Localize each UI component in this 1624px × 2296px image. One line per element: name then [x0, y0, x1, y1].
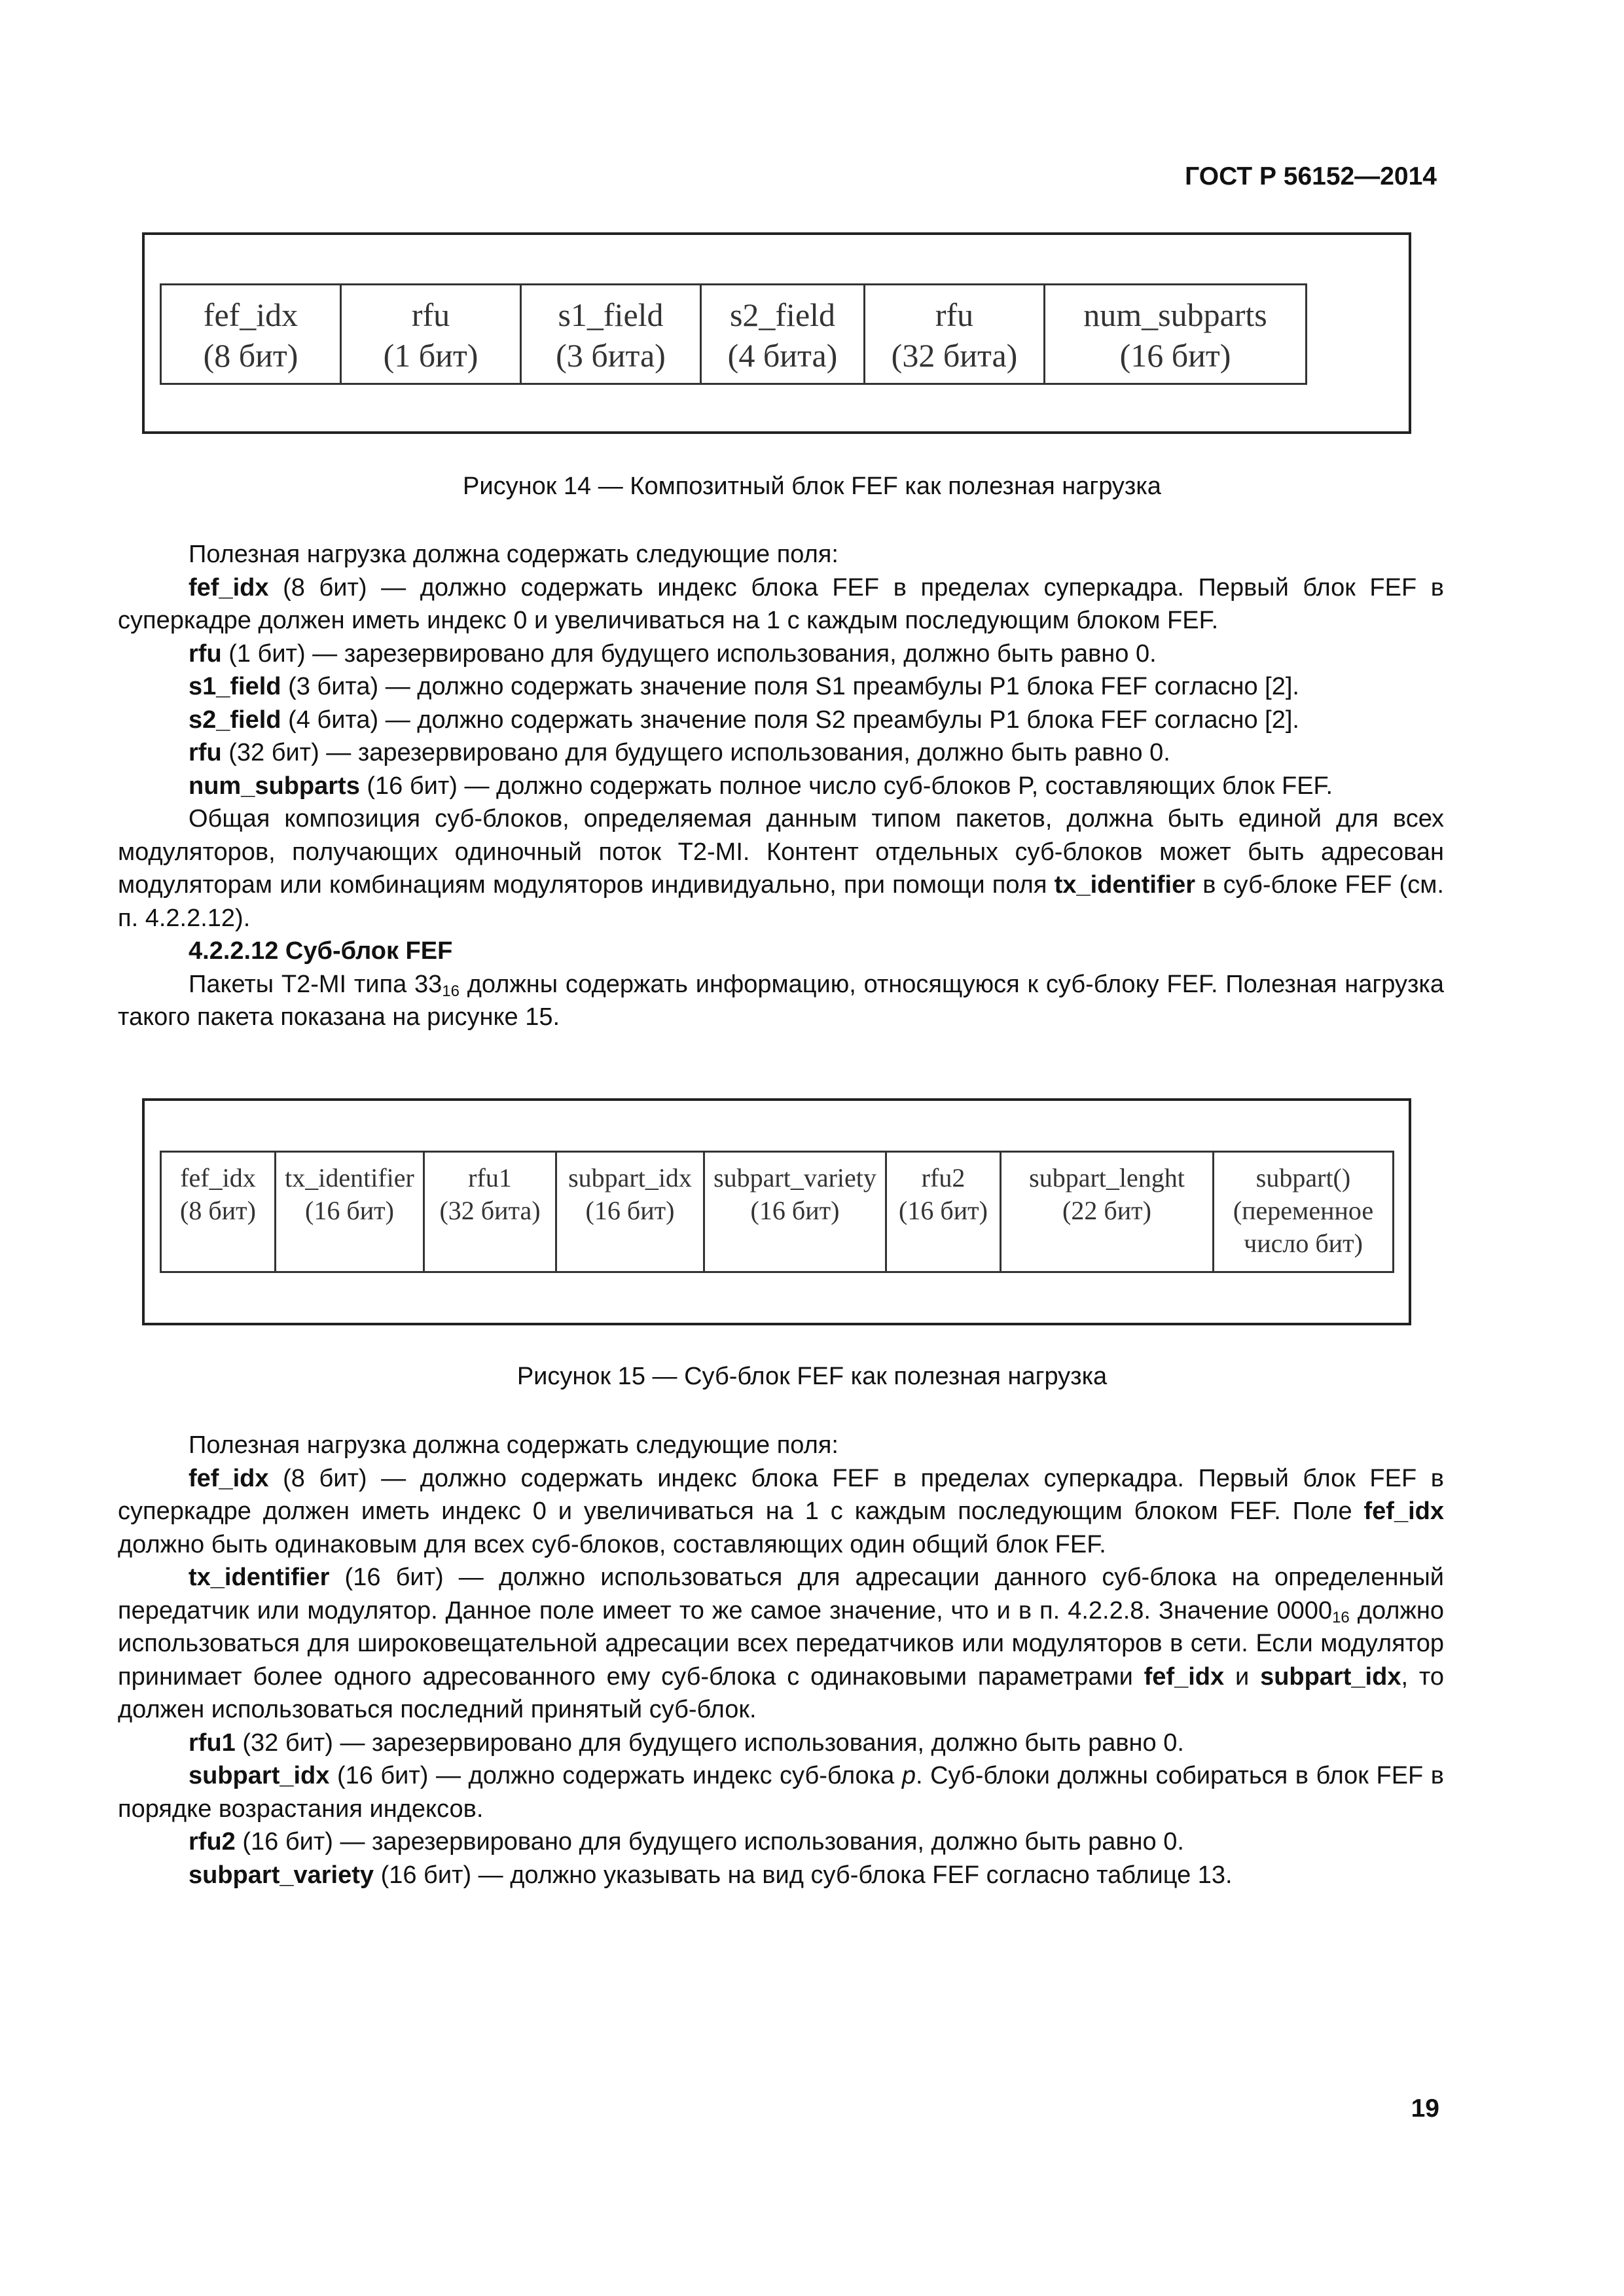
page-number: 19	[1411, 2094, 1439, 2123]
fig14-cell-num-subparts: num_subparts (16 бит)	[1045, 285, 1307, 384]
figure-15-caption: Рисунок 15 — Суб-блок FEF как полезная нагрузка	[516, 1363, 1108, 1390]
packets-paragraph: Пакеты T2-MI типа $33_{16}$ должны содержать информацию, относящуюся к суб-блоку FEF. Полезная нагрузка такого пакета показана на рисунке 15.	[118, 970, 1444, 1031]
fig15-cell-rfu2: rfu2 (16 бит)	[886, 1152, 1001, 1272]
general-composition-paragraph: Общая композиция суб-блоков, определяемая данным типом пакетов, должна быть единой для всех модуляторов, получающих одиночный поток T2-MI. Контент отдельных суб-блоков может быть адресован модуляторам или комбинациям модуляторов индивидуально, при помощи поля tx_identifier в суб-блоке FEF (см. п. 4.2.2.12).	[118, 805, 1444, 932]
fig14-cell-s2-field: s2_field (4 бита)	[701, 285, 865, 384]
fig15-cell-subpart-idx: subpart_idx (16 бит)	[556, 1152, 704, 1272]
field-s1-field: s1_field (3 бита) — должно содержать значение поля S1 преамбулы P1 блока FEF согласно [2].	[189, 673, 1299, 700]
field-tx-identifier: tx_identifier (16 бит) — должно использоваться для адресации данного суб-блока на определенный передатчик или модулятор. Данное поле имеет то же самое значение, что и в п. 4.2.2.8. Значение $0000_{16}$ должно использоваться для широковещательной адресации всех передатчиков или модуляторов в сети. Если модулятор принимает более одного адресованного ему суб-блока с одинаковыми параметрами fef_idx и subpart_idx, то должен использоваться последний принятый суб-блок.	[118, 1564, 1444, 1723]
section-2-intro: Полезная нагрузка должна содержать следующие поля:	[189, 1431, 839, 1459]
field-fef-idx: fef_idx (8 бит) — должно содержать индекс блока FEF в пределах суперкадра. Первый блок FEF в суперкадре должен иметь индекс 0 и увеличиваться на 1 с каждым последующим блоком FEF.	[118, 573, 1444, 634]
section-2-text	[118, 1429, 1444, 1892]
section-1-intro: Полезная нагрузка должна содержать следующие поля:	[189, 541, 839, 568]
fig15-cell-subpart: subpart() (переменное число бит)	[1214, 1152, 1394, 1272]
section-1-text	[118, 538, 1444, 1034]
fig14-cell-rfu: rfu (1 бит)	[341, 285, 521, 384]
fig14-cell-s1-field: s1_field (3 бита)	[521, 285, 701, 384]
field-rfu: rfu (1 бит) — зарезервировано для будущего использования, должно быть равно 0.	[189, 639, 1157, 668]
fig14-cell-fef-idx: fef_idx (8 бит)	[161, 285, 341, 384]
fig15-cell-subpart-variety: subpart_variety (16 бит)	[704, 1152, 886, 1272]
section-heading: 4.2.2.12 Суб-блок FEF	[189, 937, 453, 965]
field-rfu2: rfu2 (16 бит) — зарезервировано для будущего использования, должно быть равно 0.	[189, 1828, 1184, 1856]
fig15-cell-tx-identifier: tx_identifier (16 бит)	[276, 1152, 424, 1272]
field-num-subparts: num_subparts (16 бит) — должно содержать полное число суб-блоков P, составляющих блок FEF.	[189, 772, 1333, 800]
field-fef-idx-2: fef_idx (8 бит) — должно содержать индекс блока FEF в пределах суперкадра. Первый блок FEF в суперкадре должен иметь индекс 0 и увеличиваться на 1 с каждым последующим блоком FEF. Поле fef_idx должно быть одинаковым для всех суб-блоков, составляющих один общий блок FEF.	[118, 1464, 1444, 1558]
field-subpart-idx: subpart_idx (16 бит) — должно содержать индекс суб-блока p. Суб-блоки должны собираться в блок FEF в порядке возрастания индексов.	[118, 1762, 1444, 1823]
field-rfu1: rfu1 (32 бит) — зарезервировано для будущего использования, должно быть равно 0.	[189, 1729, 1184, 1757]
figure-15-table	[160, 1151, 1394, 1273]
fig15-cell-rfu1: rfu1 (32 бита)	[424, 1152, 556, 1272]
figure-14-table	[160, 283, 1307, 385]
fig14-cell-rfu-32: rfu (32 бита)	[865, 285, 1045, 384]
fig15-cell-subpart-lenght: subpart_lenght (22 бит)	[1001, 1152, 1214, 1272]
document-header: ГОСТ Р 56152—2014	[1185, 162, 1437, 190]
field-rfu-32: rfu (32 бит) — зарезервировано для будущего использования, должно быть равно 0.	[189, 739, 1170, 766]
field-s2-field: s2_field (4 бита) — должно содержать значение поля S2 преамбулы P1 блока FEF согласно [2].	[189, 706, 1299, 734]
figure-14-caption: Рисунок 14 — Композитный блок FEF как полезная нагрузка	[463, 473, 1161, 500]
fig15-cell-fef-idx: fef_idx (8 бит)	[161, 1152, 276, 1272]
field-subpart-variety: subpart_variety (16 бит) — должно указывать на вид суб-блока FEF согласно таблице 13.	[189, 1861, 1233, 1889]
